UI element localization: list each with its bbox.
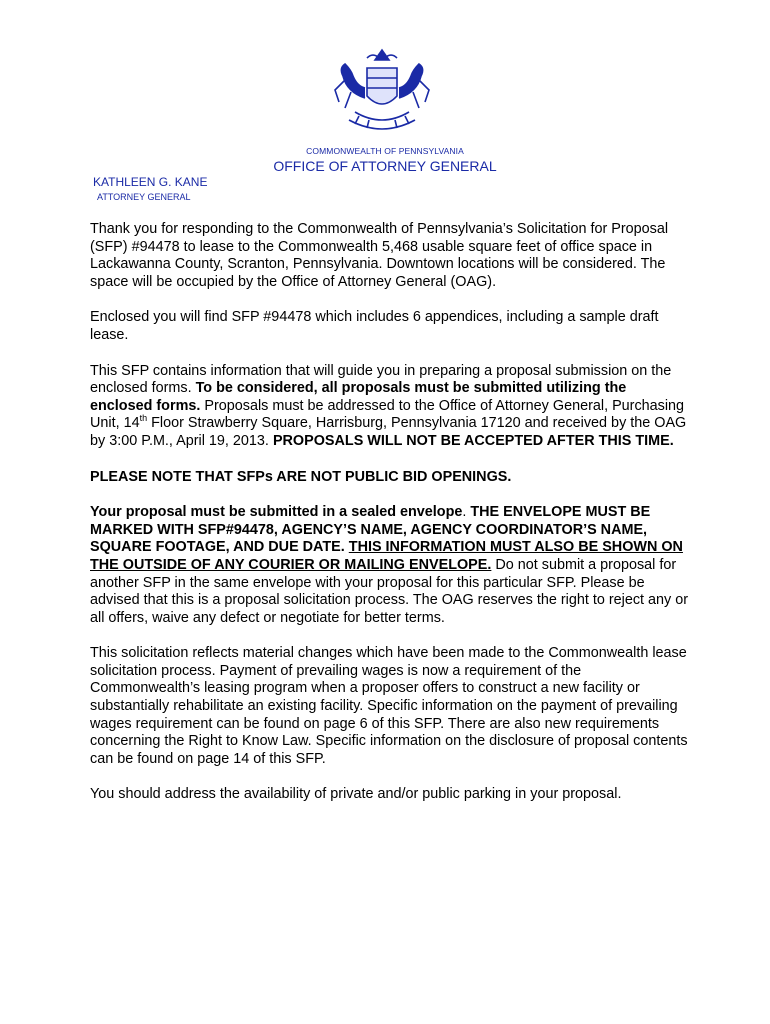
office-heading: OFFICE OF ATTORNEY GENERAL: [273, 158, 497, 174]
commonwealth-heading: COMMONWEALTH OF PENNSYLVANIA: [306, 146, 464, 156]
paragraph-bid-note: PLEASE NOTE THAT SFPs ARE NOT PUBLIC BID OPENINGS.: [90, 468, 512, 485]
paragraph-enclosed: Enclosed you will find SFP #94478 which includes 6 appendices, including a sample draft lease.: [90, 309, 659, 343]
paragraph-instructions: This SFP contains information that will guide you in preparing a proposal submission on the enclosed forms. To be considered, all proposals must be submitted utilizing the enclosed forms. Proposals must be addressed to the Office of Attorney General, Purchasing Unit, 14th Floor Strawberry Square, Harrisburg, Pennsylvania 17120 and received by the OAG by 3:00 P.M., April 19, 2013. PROPOSALS WILL NOT BE ACCEPTED AFTER THIS TIME.: [90, 362, 687, 449]
pennsylvania-seal-icon: [315, 46, 450, 148]
attorney-title: ATTORNEY GENERAL: [97, 192, 191, 202]
paragraph-envelope: Your proposal must be submitted in a sealed envelope. THE ENVELOPE MUST BE MARKED WITH SFP#94478, AGENCY’S NAME, AGENCY COORDINATOR’S NAME, SQUARE FOOTAGE, AND DUE DATE. THIS INFORMATION MUST ALSO BE SHOWN ON THE OUTSIDE OF ANY COURIER OR MAILING ENVELOPE. Do not submit a proposal for another SFP in the same envelope with your proposal for this particular SFP. Please be advised that this is a proposal solicitation process. The OAG reserves the right to reject any or all offers, waive any defect or negotiate for better terms.: [90, 504, 689, 626]
paragraph-parking: You should address the availability of private and/or public parking in your proposal.: [90, 786, 622, 803]
letter-body: [90, 221, 690, 822]
attorney-name: KATHLEEN G. KANE: [93, 175, 208, 189]
paragraph-changes: This solicitation reflects material changes which have been made to the Commonwealth lease solicitation process. Payment of prevailing wages is now a requirement of the Commonwealth’s leasing program when a proposer offers to construct a new facility or substantially rehabilitate an existing facility. Specific information on the payment of prevailing wages requirement can be found on page 6 of this SFP. There are also new requirements concerning the Right to Know Law. Specific information on the disclosure of proposal contents can be found on page 14 of this SFP.: [90, 645, 688, 767]
paragraph-intro: Thank you for responding to the Commonwealth of Pennsylvania’s Solicitation for Proposal (SFP) #94478 to lease to the Commonwealth 5,468 usable square feet of office space in Lackawanna County, Scranton, Pennsylvania. Downtown locations will be considered. The space will be occupied by the Office of Attorney General (OAG).: [90, 221, 669, 290]
